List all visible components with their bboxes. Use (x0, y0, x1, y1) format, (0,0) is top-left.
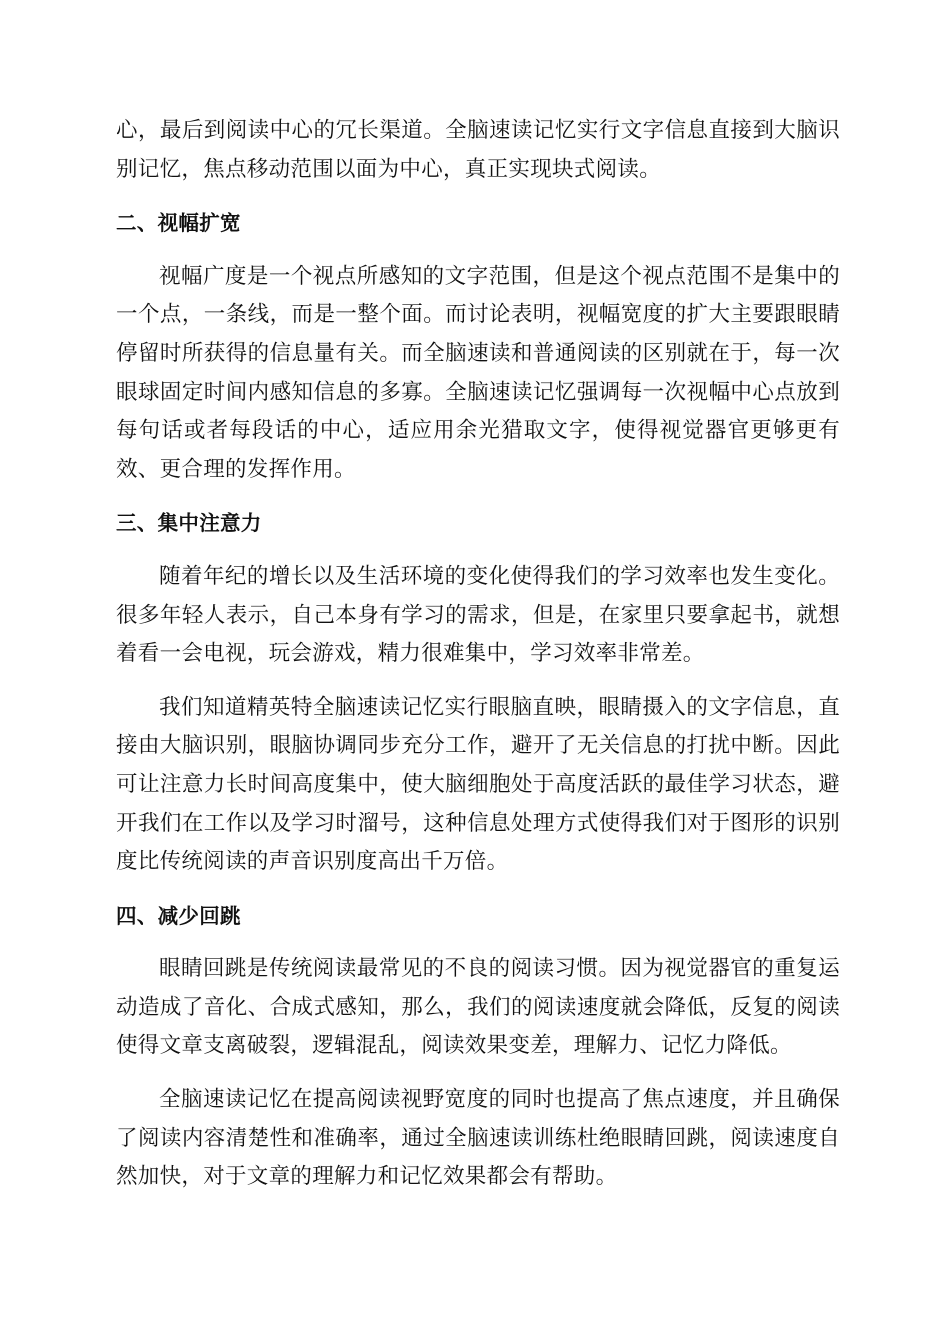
section-heading-2: 二、视幅扩宽 (116, 211, 241, 236)
section-2-paragraph-1: 视幅广度是一个视点所感知的文字范围，但是这个视点范围不是集中的一个点，一条线，而是一整个面。而讨论表明，视幅宽度的扩大主要跟眼睛停留时所获得的信息量有关。而全脑速读和普通阅读的区别就在于，每一次眼球固定时间内感知信息的多寡。全脑速读记忆强调每一次视幅中心点放到每句话或者每段话的中心，适应用余光猎取文字，使得视觉器官更够更有效、更合理的发挥作用。 (116, 263, 840, 482)
section-3-paragraph-1: 随着年纪的增长以及生活环境的变化使得我们的学习效率也发生变化。很多年轻人表示，自己本身有学习的需求，但是，在家里只要拿起书，就想着看一会电视，玩会游戏，精力很难集中，学习效率非常差。 (116, 563, 840, 667)
section-heading-3: 三、集中注意力 (116, 511, 262, 536)
section-3-paragraph-2: 我们知道精英特全脑速读记忆实行眼脑直映，眼睛摄入的文字信息，直接由大脑识别，眼脑协调同步充分工作，避开了无关信息的打扰中断。因此可让注意力长时间高度集中，使大脑细胞处于高度活跃的最佳学习状态，避开我们在工作以及学习时溜号，这种信息处理方式使得我们对于图形的识别度比传统阅读的声音识别度高出千万倍。 (116, 694, 840, 875)
document-body (116, 112, 840, 1212)
section-4-paragraph-2: 全脑速读记忆在提高阅读视野宽度的同时也提高了焦点速度，并且确保了阅读内容清楚性和准确率，通过全脑速读训练杜绝眼睛回跳，阅读速度自然加快，对于文章的理解力和记忆效果都会有帮助。 (116, 1087, 840, 1190)
section-4-paragraph-1: 眼睛回跳是传统阅读最常见的不良的阅读习惯。因为视觉器官的重复运动造成了音化、合成式感知，那么，我们的阅读速度就会降低，反复的阅读使得文章支离破裂，逻辑混乱，阅读效果变差，理解力、记忆力降低。 (116, 956, 840, 1059)
intro-paragraph: 心，最后到阅读中心的冗长渠道。全脑速读记忆实行文字信息直接到大脑识别记忆，焦点移动范围以面为中心，真正实现块式阅读。 (116, 118, 840, 182)
section-heading-4: 四、减少回跳 (116, 903, 241, 928)
